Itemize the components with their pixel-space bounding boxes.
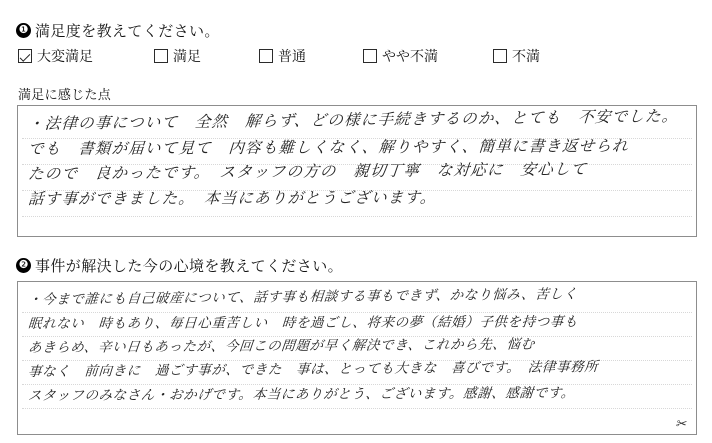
question-1-number-badge: ❶ — [16, 23, 31, 38]
question-1-text: 満足度を教えてください。 — [35, 23, 220, 40]
choice-satisfied[interactable] — [154, 46, 201, 66]
choice-somewhat-dissatisfied[interactable] — [363, 46, 438, 66]
answer-line: でも 書類が届いて見て 内容も難しくなく、解りやすく、簡単に書き返せられ — [27, 136, 630, 158]
answer-line: スタッフのみなさん・おかげです。本当にありがとう、ございます。感謝、感謝です。 — [27, 385, 576, 404]
answer-line: あきらめ、辛い日もあったが、今回この問題が早く解決でき、これから先、悩む — [27, 336, 536, 356]
answer-line: たので 良かったです。 スタッフの方の 親切丁寧 な対応に 安心して — [27, 160, 589, 183]
satisfaction-choice-group[interactable] — [18, 46, 578, 68]
satisfaction-points-label: 満足に感じた点 — [18, 87, 112, 102]
choice-very-satisfied[interactable] — [18, 46, 93, 66]
answer-line: 話す事ができました。 本当にありがとうございます。 — [27, 188, 438, 208]
question-2-row — [16, 255, 343, 276]
choice-dissatisfied[interactable] — [493, 46, 540, 66]
answer-box-satisfaction-points[interactable] — [17, 105, 697, 237]
choice-label-satisfied: 満足 — [173, 48, 201, 64]
question-1-row — [16, 20, 220, 41]
checkbox-icon[interactable] — [154, 49, 168, 63]
answer-line: ・今まで誰にも自己破産について、話す事も相談する事もできず、かなり悩み、苦しく — [27, 286, 579, 308]
handwritten-answer-1 — [18, 106, 696, 216]
checkbox-icon[interactable] — [363, 49, 377, 63]
choice-label-neutral: 普通 — [278, 48, 306, 64]
answer-line: 事なく 前向きに 過ごす事が、できた 事は、とっても大きな 喜びです。 法律事務所 — [27, 359, 599, 380]
choice-neutral[interactable] — [259, 46, 306, 66]
question-2-number-badge: ❷ — [16, 258, 31, 273]
answer-line: ・法律の事について 全然 解らず、どの様に手続きするのか、とても 不安でした。 — [27, 107, 680, 133]
checkbox-icon[interactable] — [493, 49, 507, 63]
choice-label-somewhat-dissatisfied: やや不満 — [382, 48, 438, 64]
answer-line: 眠れない 時もあり、毎日心重苦しい 時を過ごし、将来の夢（結婚）子供を持つ事も — [27, 314, 579, 332]
checkbox-icon[interactable] — [259, 49, 273, 63]
choice-label-dissatisfied: 不満 — [512, 48, 540, 64]
signature-mark-icon: ✂ — [675, 416, 686, 431]
question-2-text: 事件が解決した今の心境を教えてください。 — [35, 258, 344, 275]
checkbox-checked-icon[interactable] — [18, 49, 32, 63]
choice-label-very-satisfied: 大変満足 — [37, 48, 93, 64]
answer-box-current-feelings[interactable] — [17, 281, 697, 435]
handwritten-answer-2 — [18, 282, 696, 412]
